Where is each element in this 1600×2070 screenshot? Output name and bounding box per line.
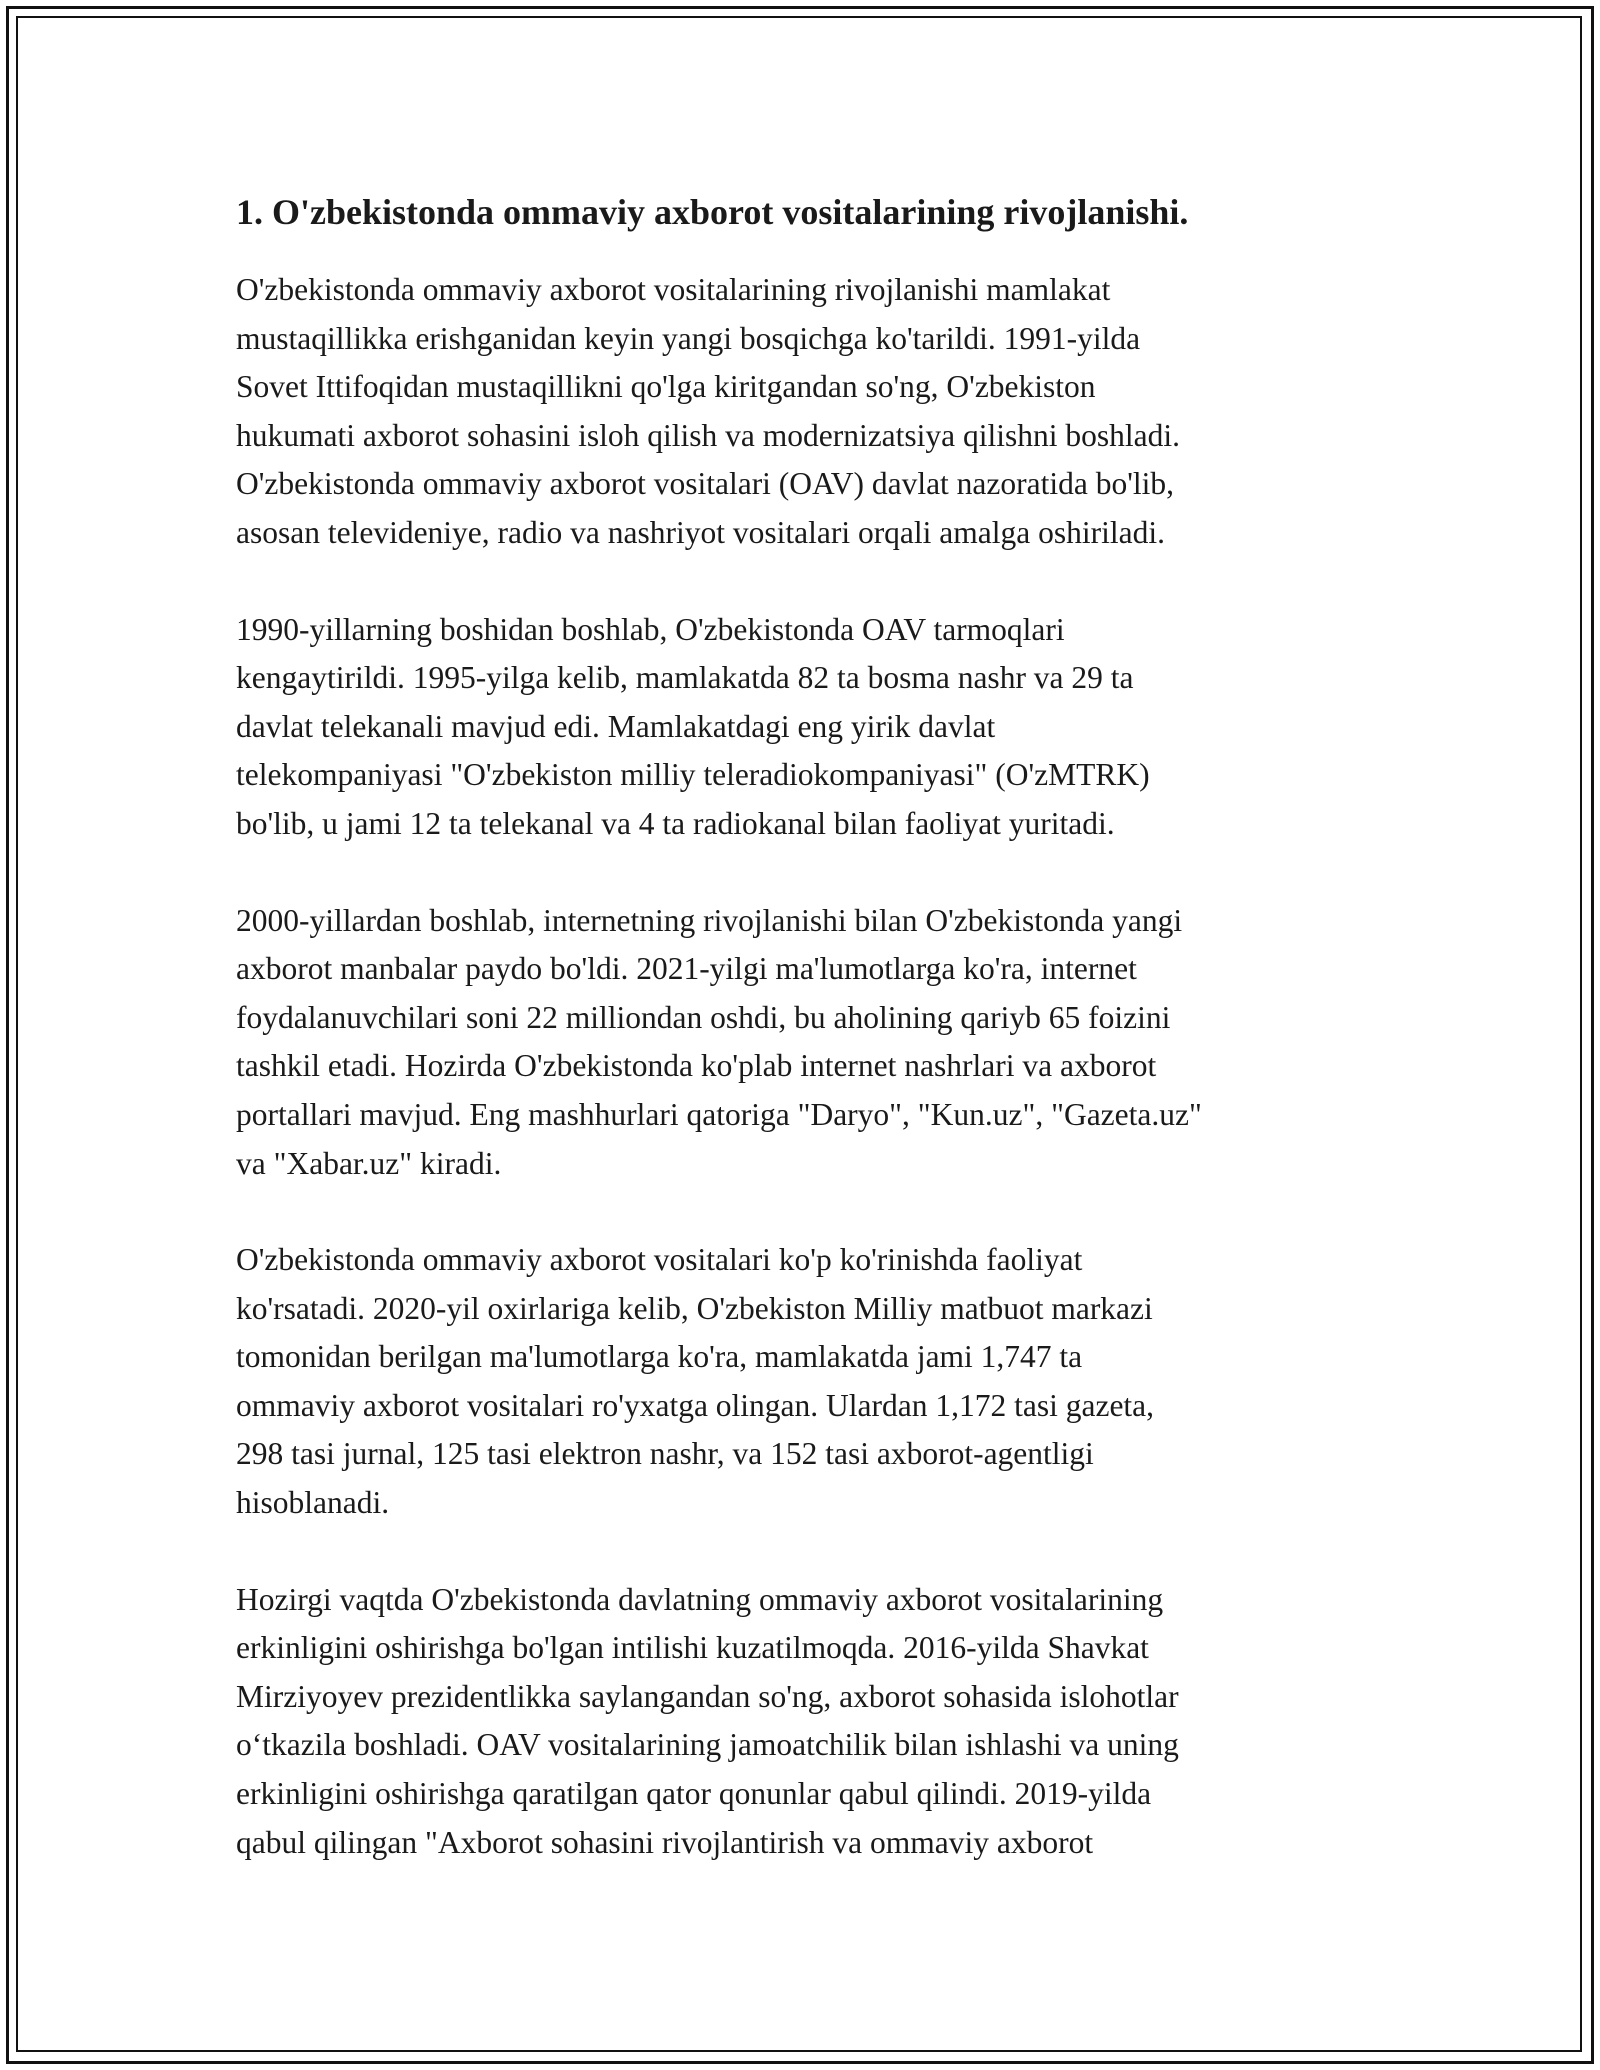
paragraph-line: asosan televideniye, radio va nashriyot vositalari orqali amalga oshiriladi. [236,514,1165,550]
paragraph-line: qabul qilingan "Axborot sohasini rivojlantirish va ommaviy axborot [236,1824,1094,1860]
paragraph-list [236,266,1386,1867]
paragraph-line: erkinligini oshirishga qaratilgan qator qonunlar qabul qilindi. 2019-yilda [236,1776,1152,1812]
paragraph-line: hisoblanadi. [236,1485,390,1521]
paragraph-line: davlat telekanali mavjud edi. Mamlakatdagi eng yirik davlat [236,708,996,744]
paragraph-line: Sovet Ittifoqidan mustaqillikni qo'lga kiritgandan so'ng, O'zbekiston [236,369,1096,405]
body-paragraph [236,897,1386,1189]
paragraph-line: O'zbekistonda ommaviy axborot vositalari ko'p ko'rinishda faoliyat [236,1242,1083,1278]
paragraph-line: hukumati axborot sohasini isloh qilish va modernizatsiya qilishni boshladi. [236,417,1181,453]
paragraph-line: portallari mavjud. Eng mashhurlari qatoriga "Daryo", "Kun.uz", "Gazeta.uz" [236,1096,1202,1132]
paragraph-line: tashkil etadi. Hozirda O'zbekistonda ko'plab internet nashrlari va axborot [236,1048,1157,1084]
paragraph-line: kengaytirildi. 1995-yilga kelib, mamlakatda 82 ta bosma nashr va 29 ta [236,660,1134,696]
paragraph-line: erkinligini oshirishga bo'lgan intilishi kuzatilmoqda. 2016-yilda Shavkat [236,1630,1149,1666]
paragraph-line: 1990-yillarning boshidan boshlab, O'zbekistonda OAV tarmoqlari [236,611,1065,647]
paragraph-line: mustaqillikka erishganidan keyin yangi bosqichga ko'tarildi. 1991-yilda [236,320,1141,356]
paragraph-line: foydalanuvchilari soni 22 milliondan oshdi, bu aholining qariyb 65 foizini [236,999,1171,1035]
body-paragraph [236,606,1386,849]
paragraph-line: ko'rsatadi. 2020-yil oxirlariga kelib, O'zbekiston Milliy matbuot markazi [236,1290,1153,1326]
paragraph-line: axborot manbalar paydo bo'ldi. 2021-yilgi ma'lumotlarga ko'ra, internet [236,951,1137,987]
paragraph-line: o‘tkazila boshladi. OAV vositalarining jamoatchilik bilan ishlashi va uning [236,1727,1179,1763]
paragraph-line: ommaviy axborot vositalari ro'yxatga olingan. Ulardan 1,172 tasi gazeta, [236,1387,1155,1423]
paragraph-line: bo'lib, u jami 12 ta telekanal va 4 ta radiokanal bilan faoliyat yuritadi. [236,805,1115,841]
paragraph-line: Mirziyoyev prezidentlikka saylangandan so'ng, axborot sohasida islohotlar [236,1678,1179,1714]
paragraph-line: O'zbekistonda ommaviy axborot vositalarining rivojlanishi mamlakat [236,272,1111,307]
body-paragraph [236,1576,1386,1868]
paragraph-line: tomonidan berilgan ma'lumotlarga ko'ra, mamlakatda jami 1,747 ta [236,1339,1083,1375]
paragraph-line: va "Xabar.uz" kiradi. [236,1145,502,1181]
paragraph-line: O'zbekistonda ommaviy axborot vositalari (OAV) davlat nazoratida bo'lib, [236,466,1175,502]
body-paragraph [236,1236,1386,1528]
paragraph-line: telekompaniyasi "O'zbekiston milliy teleradiokompaniyasi" (O'zMTRK) [236,757,1150,793]
paragraph-line: 2000-yillardan boshlab, internetning rivojlanishi bilan O'zbekistonda yangi [236,902,1183,938]
paragraph-line: 298 tasi jurnal, 125 tasi elektron nashr, va 152 tasi axborot-agentligi [236,1436,1094,1472]
paragraph-line: Hozirgi vaqtda O'zbekistonda davlatning ommaviy axborot vositalarining [236,1581,1164,1617]
body-paragraph [236,266,1386,558]
section-heading: 1. O'zbekistonda ommaviy axborot vositalarining rivojlanishi. [236,192,1189,232]
document-body [236,188,1386,1915]
